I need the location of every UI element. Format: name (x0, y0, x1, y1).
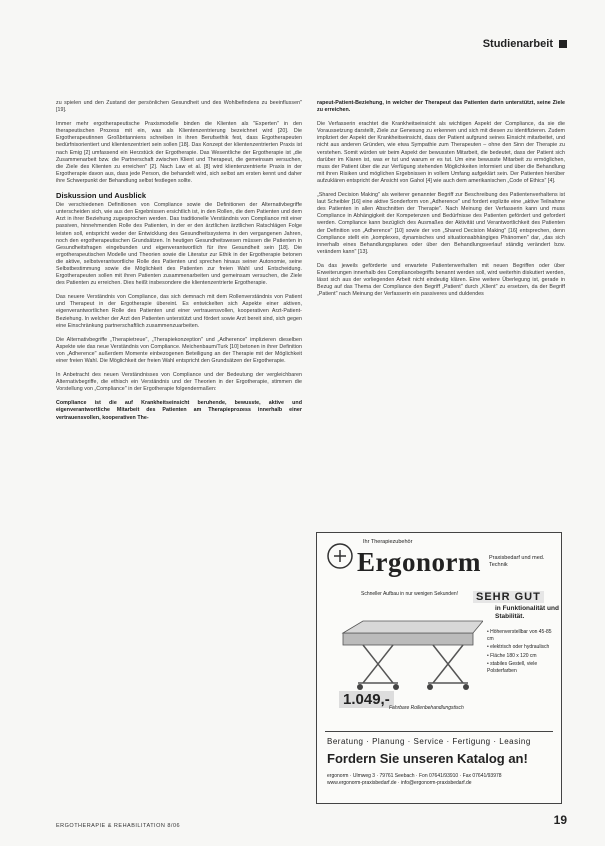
bold-definition-cont: rapeut-Patient-Beziehung, in welcher der Therapeut das Patienten darin unterstützt, seine Ziele zu erreichen. (317, 100, 565, 114)
paragraph: Die Verfasserin erachtet die Krankheitseinsicht als wichtigen Aspekt der Compliance, da sie die Voraussetzung darstellt, Ziele zur Genesung zu erkennen und sich mit diesen zu identifizieren. Zudem impliziert der Aspekt der Krankheitseinsicht, dass der Patient aufgrund seines Einsicht mitarbeitet, und nicht aus anderen Gründen, wie etwa Sympathie zum Therapeuten – ohne den Sinn der Therapie zu verstehen. Somit würden wir beim Aspekt der bewussten Mitarbeit, die bedeutet, dass der Patient sich darüber im Klaren ist, was er tut und warum er es tut. Um eine bewusste Mitarbeit zu ermöglichen, muss der Patient über die zur Verfügung stehenden Möglichkeiten informiert und über die Behandlung mit ihren Risiken und möglichen Ergebnissen in vollem Umfang aufgeklärt sein. Der Patienten hierüber aufzuklären entspricht der Ansicht von Gahol [4] wie auch dem amerikanischen „Code of Ethics" [4]. (317, 121, 565, 184)
ad-address-line: ergonorm · Ulmweg 3 · 79761 Seebach · Fon 07641/93910 · Fax 07641/93978 (327, 773, 502, 779)
treatment-table-image (333, 603, 483, 703)
paragraph: Da das jeweils geförderte und erwartete Patientenverhalten mit neuen Begriffen oder über Erweiterungen innerhalb des Compliancebegriffs benannt werden soll, wird weiterhin diskutiert werden, lässt sich aus der vorliegenden Arbeit nicht eindeutig klären. Eine weitere Überlegung ist, gerade in Bezug auf das Thema der Compliance den Begriff „Patient" durch „Klient" zu ersetzen, da der Begriff „Patient" nach Meinung der Verfasserin ein passiveres und duldendes (317, 262, 565, 298)
ergonorm-logo-icon (325, 541, 355, 571)
journal-footer: ERGOTHERAPIE & REHABILITATION 8/06 (56, 823, 181, 829)
ad-katalog: Fordern Sie unseren Katalog an! (327, 751, 528, 766)
list-item: • Höhenverstellbar von 45-85 cm (487, 629, 552, 642)
list-item: • stabiles Gestell, viele Polsterfarben (487, 661, 538, 674)
section-heading: Diskussion und Ausblick (56, 191, 147, 201)
paragraph: zu spielen und den Zustand der persönlichen Gesundheit und des Wohlbefindens zu beeinflussen" [19]. (56, 100, 302, 114)
ad-aufbau: Schneller Aufbau in nur wenigen Sekunden! (361, 591, 459, 597)
divider (325, 731, 553, 732)
square-icon (559, 40, 567, 48)
ad-bullets (487, 629, 555, 676)
right-column (317, 100, 565, 305)
ad-address (327, 773, 502, 786)
advertisement[interactable] (316, 532, 562, 804)
paragraph: „Shared Decision Making" als weiterer genannter Begriff zur Beschreibung des Patientenverhaltens ist laut Scheibler [16] eine aktive Sonderform von „Adherence" und fordert explizite eine „aktive Teilnahme des Patienten in allen Abschnitten der Therapie". Nach Meinung der Verfasserin kann und muss Compliance in Abhängigkeit der Kompetenzen und Bedürfnisse des Patienten gefördert und gefordert werden. Compliance kann bezüglich des Ausmaßes der Aktivität und Verantwortlichkeit des Patienten der Definition von „Adherence" [10] sowie der von „Shared Decision Making" [16] entsprechen, denn Compliance stellt ein „komplexes, dynamisches und situationsabhängiges Phänomen" dar, „das sich innerhalb eines Behandlungsplanes oder über den Behandlungsverlauf ständig verändert bzw. verändern kann" [13]. (317, 192, 565, 255)
paragraph: Immer mehr ergotherapeutische Praxismodelle binden die Klienten als "Experten" in den therapeutischen Prozess mit ein, was als Klientenzentrierung bezeichnet wird [20]. Die Ergotherapeutinnen Großbritanniens schreiben in ihren Berufsethik fest, dass Ergotherapeuten bedürfnisorientiert und klientenzentriert sein sollen [18]. Das Konzept der klientenzentrierten Praxis ist nach Emig [2] umfassend ein Herzstück der Ergotherapie. Das Wesentliche der Ergotherapie ist „die Zusammenarbeit bzw. die Partnerschaft zwischen Klient und Therapeut, die gemeinsam versuchen, die Ziele des Klienten zu erreichen" [2]. Nach Law et al. [8] wird klientenzentrierte Praxis in der Ergotherapie davon aus, dass jede Person, die behandelt wird, sich selbst am ersten kennt und daher ihre Schwerpunkt der Behandlung selbst festlegen sollte. (56, 121, 302, 184)
paragraph: Das neuere Verständnis von Compliance, das sich demnach mit dem Rollenverständnis von Patient und Therapeut in der Ergotherapie übereint. Es entwickelten sich Aspekte einer aktiven, eigenverantwortlichen Rolle des Patienten und einer vertrauensvollen, kooperativen Arzt-Patient-Beziehung. In welcher der Arzt den Patienten unterstützt und fördert sowie Arzt bereit sind, sich gegen eine Einschränkung partnerschaftlich zusammenzuarbeiten. (56, 294, 302, 329)
bold-definition: Compliance ist die auf Krankheitseinsicht beruhende, bewusste, aktive und eigenverantwortliche Mitarbeit des Patienten am Therapieprozess innerhalb einer vertrauensvollen, kooperativen The- (56, 400, 302, 421)
ad-topline: Ihr Therapiezubehör (363, 539, 413, 545)
paragraph: Die Alternativbegriffe „Therapietreue", „Therapiekonzeption" und „Adherence" implizieren dieselben Aspekte wie das neue Verständnis von Compliance. Meichenbaum/Turk [10] betonen in ihrer Definition von „Adherence" außerdem Momente einbezogenen Beteiligung an der Therapie mit der Möglichkeit einer freien Wahl. Die Möglichkeit der freien Wahl entspricht den Grundsätzen der Ergotherapie. (56, 336, 302, 364)
paragraph: In Anbetracht des neuen Verständnisses von Compliance und der Bedeutung der vergleichbaren Alternativbegriffe, die ethisch ein Verständnis und der Theorien in der Ergotherapie, stimmen die Vorstellung von „Compliance" in der Ergotherapie folgendermaßen: (56, 372, 302, 393)
ad-tagline: Beratung · Planung · Service · Fertigung · Leasing (327, 737, 531, 746)
ad-side-text: Praxisbedarf und med. Technik (489, 555, 545, 568)
left-column (56, 100, 302, 429)
paragraph: Die verschiedenen Definitionen von Compliance sowie die Definitionen der Alternativbegriffe unterscheiden sich, wie aus den Ergebnissen ersichtlich ist, in den Rollen, die dem Patienten und dem Arzt in ihrer Beziehung zugesprochen werden. Das traditionelle Verständnis von Compliance mit einer passiven, hinnehmenden Rolle des Patienten, in der er den ärztlichen ärztlichen Ratschlägen Folge leisten soll, entspricht weder der Entwicklung des Gesundheitssystems in den vergangenen Jahren, noch den ergotherapeutischen Grundsätzen. In heutigen Gesundheitswesen müssen die Patienten in Gesundheitsfragen eingebunden und eigenverantwortlich für ihre Gesundheit sein [18]. Die ergotherapeutischen Modelle und Theorien sowie die Literatur zur Ethik in der Ergotherapie betonen die aktive, selbstverantwortliche Rolle des Patienten und sprechen hinaus seiner Autonomie, seine Selbstbestimmung sowie die Möglichkeit des Patienten zur freien Wahl und Entscheidung. Ergotherapeuten sollen mit ihren Patienten zusammenarbeiten und gemeinsam versuchen, die Ziele des Patienten zu erreichen. Dies heißt insbesondere die klientenzentrierte Ergotherapie. (56, 202, 302, 287)
ad-price-note: Fahrbare Rollenbehandlungstisch (389, 705, 464, 711)
ad-sehr-gut: SEHR GUT (473, 591, 544, 603)
ad-quality: in Funktionalität und Stabilität. (495, 605, 559, 620)
section-label: Studienarbeit (482, 38, 553, 50)
ad-web-link[interactable]: www.ergonorm-praxisbedarf.de · info@ergonorm-praxisbedarf.de (327, 779, 472, 786)
list-item: • elektrisch oder hydraulisch (487, 644, 550, 650)
ad-price: 1.049,- (339, 691, 394, 708)
page-number: 19 (553, 813, 567, 827)
section-header (483, 38, 567, 50)
ad-brand: Ergonorm (357, 547, 481, 577)
list-item: • Fläche 180 x 120 cm (487, 652, 537, 659)
